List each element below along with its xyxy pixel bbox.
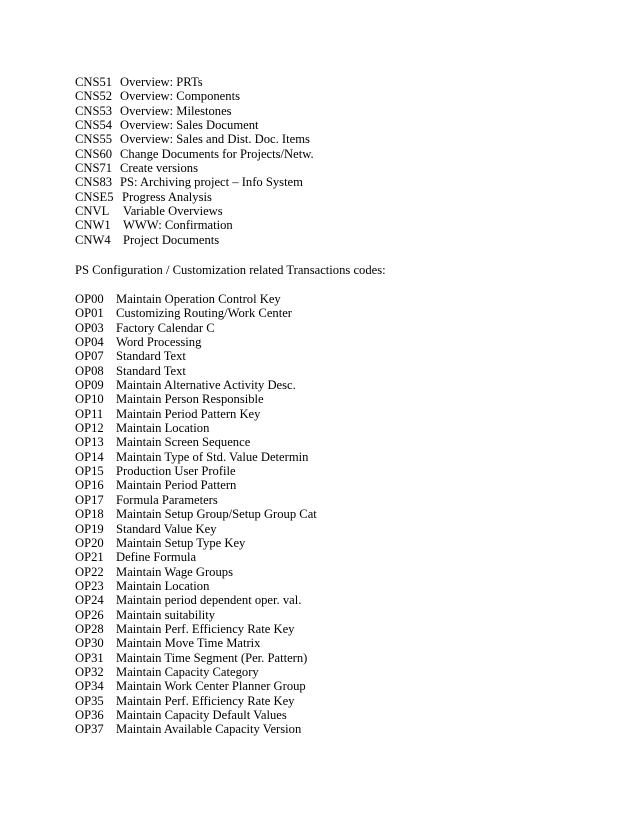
transaction-code: OP10 bbox=[75, 392, 104, 407]
transaction-code: OP01 bbox=[75, 306, 104, 321]
op-list-item bbox=[75, 421, 317, 435]
transaction-description: Maintain Perf. Efficiency Rate Key bbox=[116, 693, 295, 708]
transaction-description: Standard Text bbox=[116, 363, 186, 378]
section-heading: PS Configuration / Customization related Transactions codes: bbox=[75, 263, 386, 277]
transaction-code: OP07 bbox=[75, 349, 104, 364]
transaction-code: OP31 bbox=[75, 650, 104, 665]
cns-list-item bbox=[75, 104, 314, 118]
transaction-description: Create versions bbox=[120, 161, 198, 176]
transaction-description: Define Formula bbox=[116, 550, 197, 565]
op-list-item bbox=[75, 478, 317, 492]
op-list-item bbox=[75, 608, 317, 622]
cns-transaction-list bbox=[75, 75, 314, 247]
op-list-item bbox=[75, 708, 317, 722]
transaction-code: CNW4 bbox=[75, 232, 111, 247]
transaction-code: OP28 bbox=[75, 621, 104, 636]
op-list-item bbox=[75, 536, 317, 550]
transaction-description: Customizing Routing/Work Center bbox=[116, 306, 292, 321]
transaction-description: Overview: Sales and Dist. Doc. Items bbox=[120, 132, 310, 147]
op-list-item bbox=[75, 651, 317, 665]
transaction-code: OP23 bbox=[75, 578, 104, 593]
transaction-description: Maintain Move Time Matrix bbox=[116, 636, 261, 651]
cns-list-item bbox=[75, 147, 314, 161]
op-list-item bbox=[75, 392, 317, 406]
transaction-description: Maintain Wage Groups bbox=[116, 564, 233, 579]
op-list-item bbox=[75, 593, 317, 607]
cns-list-item bbox=[75, 175, 314, 189]
transaction-code: CNS51 bbox=[75, 75, 113, 89]
transaction-description: Maintain Available Capacity Version bbox=[116, 722, 302, 737]
transaction-code: CNS54 bbox=[75, 118, 113, 133]
transaction-code: OP04 bbox=[75, 335, 104, 350]
op-list-item bbox=[75, 694, 317, 708]
transaction-description: Maintain Period Pattern Key bbox=[116, 406, 261, 421]
transaction-description: Maintain Location bbox=[116, 421, 210, 436]
transaction-description: Maintain Work Center Planner Group bbox=[116, 679, 306, 694]
op-list-item bbox=[75, 679, 317, 693]
cns-list-item bbox=[75, 89, 314, 103]
transaction-code: CNS83 bbox=[75, 175, 113, 190]
transaction-code: OP26 bbox=[75, 607, 104, 622]
op-list-item bbox=[75, 565, 317, 579]
transaction-code: CNS55 bbox=[75, 132, 113, 147]
transaction-code: OP18 bbox=[75, 507, 104, 522]
cns-list-item bbox=[75, 118, 314, 132]
transaction-description: Maintain Type of Std. Value Determin bbox=[116, 449, 309, 464]
transaction-code: OP16 bbox=[75, 478, 104, 493]
transaction-description: Maintain Period Pattern bbox=[116, 478, 237, 493]
transaction-description: Maintain Capacity Default Values bbox=[116, 707, 287, 722]
transaction-code: OP36 bbox=[75, 707, 104, 722]
op-list-item bbox=[75, 335, 317, 349]
op-list-item bbox=[75, 292, 317, 306]
cns-list-item bbox=[75, 233, 314, 247]
op-list-item bbox=[75, 407, 317, 421]
op-list-item bbox=[75, 306, 317, 320]
cns-list-item bbox=[75, 218, 314, 232]
transaction-code: OP24 bbox=[75, 593, 104, 608]
op-list-item bbox=[75, 522, 317, 536]
transaction-description: Maintain suitability bbox=[116, 607, 215, 622]
transaction-code: OP21 bbox=[75, 550, 104, 565]
transaction-description: Variable Overviews bbox=[123, 204, 223, 219]
op-list-item bbox=[75, 507, 317, 521]
transaction-description: WWW: Confirmation bbox=[123, 218, 233, 233]
op-list-item bbox=[75, 636, 317, 650]
op-transaction-list bbox=[75, 292, 317, 737]
transaction-code: OP09 bbox=[75, 378, 104, 393]
transaction-description: Maintain Perf. Efficiency Rate Key bbox=[116, 621, 295, 636]
transaction-description: Maintain Location bbox=[116, 578, 210, 593]
op-list-item bbox=[75, 349, 317, 363]
transaction-code: OP14 bbox=[75, 449, 104, 464]
transaction-description: Progress Analysis bbox=[122, 189, 212, 204]
transaction-code: CNS71 bbox=[75, 161, 113, 176]
transaction-code: OP12 bbox=[75, 421, 104, 436]
transaction-code: OP32 bbox=[75, 664, 104, 679]
transaction-code: OP37 bbox=[75, 722, 104, 737]
transaction-code: OP13 bbox=[75, 435, 104, 450]
transaction-description: Maintain period dependent oper. val. bbox=[116, 593, 302, 608]
op-list-item bbox=[75, 722, 317, 736]
cns-list-item bbox=[75, 132, 314, 146]
transaction-code: OP35 bbox=[75, 693, 104, 708]
cns-list-item bbox=[75, 204, 314, 218]
op-list-item bbox=[75, 665, 317, 679]
op-list-item bbox=[75, 364, 317, 378]
cns-list-item bbox=[75, 161, 314, 175]
transaction-code: CNS60 bbox=[75, 146, 113, 161]
transaction-description: Maintain Operation Control Key bbox=[116, 292, 281, 306]
transaction-description: Formula Parameters bbox=[116, 492, 218, 507]
transaction-description: Production User Profile bbox=[116, 464, 236, 479]
transaction-description: Maintain Screen Sequence bbox=[116, 435, 251, 450]
cns-list-item bbox=[75, 190, 314, 204]
transaction-description: Maintain Capacity Category bbox=[116, 664, 259, 679]
transaction-description: Maintain Person Responsible bbox=[116, 392, 264, 407]
transaction-code: OP17 bbox=[75, 492, 104, 507]
op-list-item bbox=[75, 378, 317, 392]
cns-list-item bbox=[75, 75, 314, 89]
transaction-code: CNW1 bbox=[75, 218, 111, 233]
transaction-code: CNS52 bbox=[75, 89, 113, 104]
transaction-code: OP03 bbox=[75, 320, 104, 335]
transaction-code: OP34 bbox=[75, 679, 104, 694]
transaction-description: Standard Value Key bbox=[116, 521, 217, 536]
transaction-code: OP30 bbox=[75, 636, 104, 651]
transaction-description: Overview: Components bbox=[120, 89, 240, 104]
op-list-item bbox=[75, 493, 317, 507]
transaction-code: CNVL bbox=[75, 204, 110, 219]
transaction-code: OP15 bbox=[75, 464, 104, 479]
op-list-item bbox=[75, 321, 317, 335]
transaction-description: Change Documents for Projects/Netw. bbox=[120, 146, 314, 161]
transaction-description: Overview: Sales Document bbox=[120, 118, 259, 133]
transaction-description: Project Documents bbox=[123, 232, 220, 247]
op-list-item bbox=[75, 435, 317, 449]
transaction-code: CNSE5 bbox=[75, 189, 114, 204]
transaction-description: Maintain Setup Group/Setup Group Cat bbox=[116, 507, 317, 522]
op-list-item bbox=[75, 550, 317, 564]
transaction-description: Maintain Alternative Activity Desc. bbox=[116, 378, 296, 393]
transaction-code: OP20 bbox=[75, 535, 104, 550]
op-list-item bbox=[75, 579, 317, 593]
transaction-description: Word Processing bbox=[116, 335, 202, 350]
transaction-description: Overview: PRTs bbox=[120, 75, 203, 89]
op-list-item bbox=[75, 464, 317, 478]
transaction-description: Maintain Time Segment (Per. Pattern) bbox=[116, 650, 308, 665]
transaction-description: Factory Calendar C bbox=[116, 320, 215, 335]
op-list-item bbox=[75, 622, 317, 636]
transaction-code: OP11 bbox=[75, 406, 104, 421]
transaction-description: Overview: Milestones bbox=[120, 103, 232, 118]
op-list-item bbox=[75, 450, 317, 464]
transaction-code: OP22 bbox=[75, 564, 104, 579]
transaction-description: Maintain Setup Type Key bbox=[116, 535, 246, 550]
transaction-code: OP19 bbox=[75, 521, 104, 536]
transaction-description: Standard Text bbox=[116, 349, 186, 364]
transaction-description: PS: Archiving project – Info System bbox=[120, 175, 303, 190]
transaction-code: CNS53 bbox=[75, 103, 113, 118]
transaction-code: OP08 bbox=[75, 363, 104, 378]
transaction-code: OP00 bbox=[75, 292, 104, 306]
